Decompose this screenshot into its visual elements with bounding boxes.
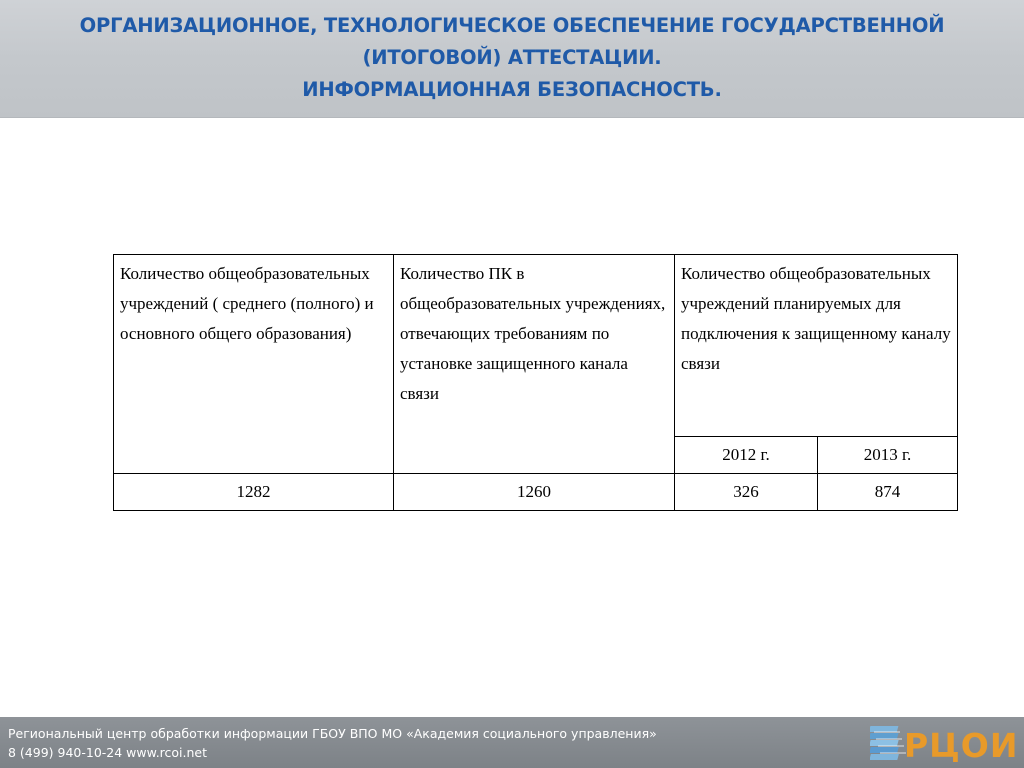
logo-wordmark: РЦОИ [904, 726, 1019, 765]
cell-pcs-value: 1260 [394, 474, 675, 511]
cell-2013-value: 874 [818, 474, 958, 511]
title-line-2: (ИТОГОВОЙ) АТТЕСТАЦИИ. [362, 46, 662, 69]
header-cell-schools: Количество общеобразовательных учреждений ( среднего (полного) и основного общего образования) [114, 255, 394, 474]
title-line-1: ОРГАНИЗАЦИОННОЕ, ТЕХНОЛОГИЧЕСКОЕ ОБЕСПЕЧЕНИЕ ГОСУДАРСТВЕННОЙ [79, 14, 945, 37]
cell-schools-value: 1282 [114, 474, 394, 511]
header-bar [0, 0, 1024, 118]
slide-title [0, 10, 1024, 106]
table-row [114, 474, 958, 511]
subheader-cell-2012: 2012 г. [675, 437, 818, 474]
header-cell-pcs: Количество ПК в общеобразовательных учреждениях, отвечающих требованиям по установке защищенного канала связи [394, 255, 675, 474]
table-header-row [114, 255, 958, 437]
cell-2012-value: 326 [675, 474, 818, 511]
title-line-3: ИНФОРМАЦИОННАЯ БЕЗОПАСНОСТЬ. [302, 78, 722, 101]
footer-organization: Региональный центр обработки информации ГБОУ ВПО МО «Академия социального управления» [8, 726, 657, 741]
header-cell-planned: Количество общеобразовательных учреждений планируемых для подключения к защищенному каналу связи [675, 255, 958, 437]
footer-contacts: 8 (499) 940-10-24 www.rcoi.net [8, 745, 208, 760]
subheader-cell-2013: 2013 г. [818, 437, 958, 474]
statistics-table [113, 254, 958, 511]
